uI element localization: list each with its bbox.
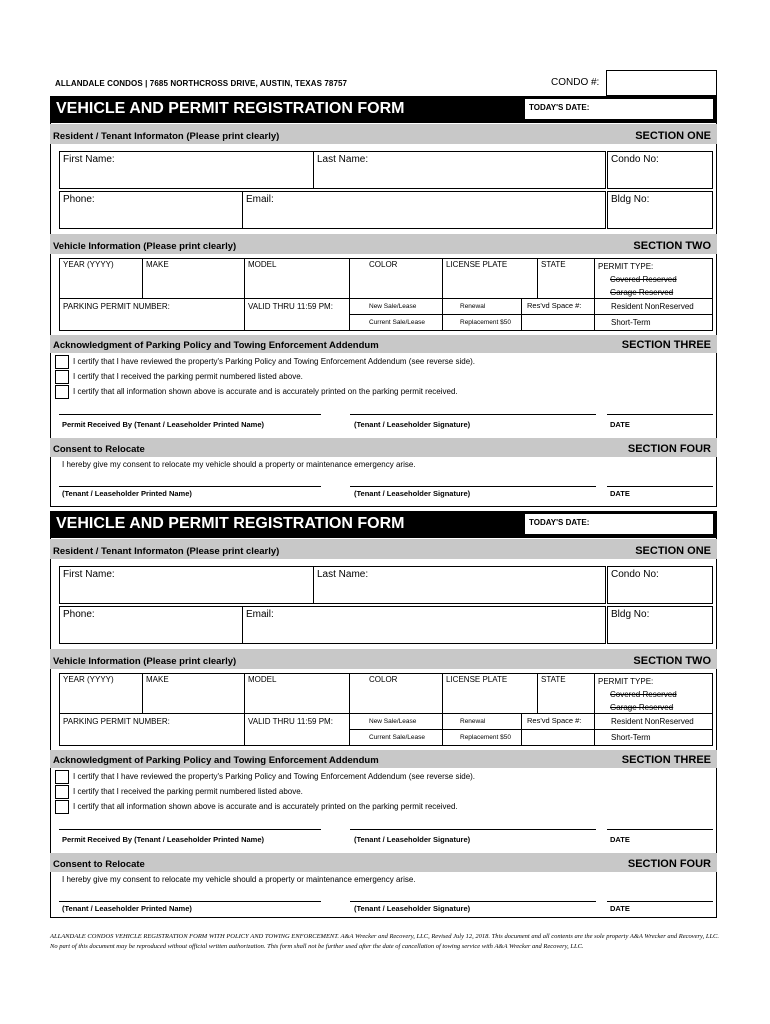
condo-no-field[interactable]: [607, 566, 713, 604]
parking-permit-label: PARKING PERMIT NUMBER:: [63, 302, 170, 311]
resvd-space-blank[interactable]: [521, 314, 595, 331]
form-title: VEHICLE AND PERMIT REGISTRATION FORM: [50, 511, 717, 538]
current-sale-label: Current Sale/Lease: [369, 734, 426, 741]
state-label: STATE: [541, 260, 566, 269]
section-three-label: SECTION THREE: [621, 339, 711, 351]
current-sale-label: Current Sale/Lease: [369, 319, 426, 326]
short-term-label: Short-Term: [611, 318, 651, 327]
section-two-bar: [50, 649, 717, 669]
new-sale-label: New Sale/Lease: [369, 303, 417, 310]
certify-info-text: I certify that all information shown above is accurate and is accurately printed on the parking permit received.: [73, 802, 458, 811]
section-two-label: SECTION TWO: [633, 240, 711, 252]
first-name-field[interactable]: [59, 566, 314, 604]
certify-info-checkbox[interactable]: [55, 800, 69, 814]
form-title: VEHICLE AND PERMIT REGISTRATION FORM: [50, 96, 717, 123]
garage-reserved-option[interactable]: Garage Reserved: [610, 288, 674, 297]
section-two-heading: Vehicle Information (Please print clearly): [53, 656, 237, 667]
model-label: MODEL: [248, 260, 277, 269]
condo-number-field[interactable]: [606, 70, 717, 96]
consent-signature-line[interactable]: [350, 486, 596, 487]
renewal-label: Renewal: [460, 718, 486, 725]
consent-signature-label: (Tenant / Leaseholder Signature): [354, 489, 471, 498]
garage-reserved-option[interactable]: Garage Reserved: [610, 703, 674, 712]
phone-label: Phone:: [63, 609, 95, 620]
renewal-label: Renewal: [460, 303, 486, 310]
printed-name-line[interactable]: [59, 901, 321, 902]
make-label: MAKE: [146, 260, 169, 269]
new-sale-label: New Sale/Lease: [369, 718, 417, 725]
date-label: DATE: [610, 420, 630, 429]
color-label: COLOR: [369, 260, 398, 269]
section-four-label: SECTION FOUR: [627, 858, 711, 870]
printed-name-line[interactable]: [59, 486, 321, 487]
permit-type-box: [594, 258, 713, 299]
section-two-label: SECTION TWO: [633, 655, 711, 667]
signature-line[interactable]: [350, 414, 596, 415]
first-name-label: First Name:: [63, 569, 115, 580]
vehicle-year-field[interactable]: [59, 258, 143, 299]
replacement-label: Replacement $50: [460, 734, 511, 741]
phone-label: Phone:: [63, 194, 95, 205]
last-name-label: Last Name:: [317, 154, 369, 165]
section-one-label: SECTION ONE: [635, 130, 711, 142]
renewal-option[interactable]: [442, 713, 522, 730]
permit-received-line[interactable]: [59, 414, 321, 415]
condo-number-label: CONDO #:: [551, 77, 600, 88]
vehicle-color-field[interactable]: [349, 258, 443, 299]
section-four-bar: [50, 438, 717, 457]
resident-nonreserved-label: Resident NonReserved: [611, 717, 694, 726]
certify-policy-checkbox[interactable]: [55, 770, 69, 784]
date-line[interactable]: [607, 414, 713, 415]
certify-info-checkbox[interactable]: [55, 385, 69, 399]
model-label: MODEL: [248, 675, 277, 684]
certify-permit-checkbox[interactable]: [55, 370, 69, 384]
email-label: Email:: [246, 609, 274, 620]
license-plate-field[interactable]: [442, 673, 538, 714]
printed-name-label: (Tenant / Leaseholder Printed Name): [62, 904, 192, 913]
section-four-bar: [50, 853, 717, 872]
new-sale-option[interactable]: [349, 713, 443, 730]
registration-form-2: [50, 511, 717, 918]
section-three-bar: [50, 335, 717, 353]
section-four-heading: Consent to Relocate: [53, 859, 145, 870]
email-label: Email:: [246, 194, 274, 205]
consent-text: I hereby give my consent to relocate my vehicle should a property or maintenance emergency arise.: [62, 875, 416, 884]
permit-received-line[interactable]: [59, 829, 321, 830]
footer-disclaimer: ALLANDALE CONDOS VEHICLE REGISTRATION FORM WITH POLICY AND TOWING ENFORCEMENT. A&A Wrecker and Recovery, LLC, Revised July 12, 2018. This document and all contents are the sole property A&A Wrecker and Recovery, LLC. No part of this document may be reproduced without official written authorization. This form shall not be further used after the date of cancellation of towing service with A&A Wrecker and Recovery, LLC.: [50, 933, 720, 950]
phone-field[interactable]: [59, 191, 243, 229]
signature-line[interactable]: [350, 829, 596, 830]
first-name-field[interactable]: [59, 151, 314, 189]
bldg-no-field[interactable]: [607, 606, 713, 644]
date-label: DATE: [610, 835, 630, 844]
license-plate-label: LICENSE PLATE: [446, 260, 508, 269]
short-term-option[interactable]: [594, 314, 713, 331]
todays-date-label: TODAY'S DATE:: [529, 518, 590, 527]
section-one-label: SECTION ONE: [635, 545, 711, 557]
certify-permit-text: I certify that I received the parking permit numbered listed above.: [73, 787, 303, 796]
state-field[interactable]: [537, 258, 595, 299]
state-field[interactable]: [537, 673, 595, 714]
license-plate-field[interactable]: [442, 258, 538, 299]
printed-name-label: (Tenant / Leaseholder Printed Name): [62, 489, 192, 498]
last-name-field[interactable]: [313, 151, 606, 189]
replacement-label: Replacement $50: [460, 319, 511, 326]
bldg-no-label: Bldg No:: [611, 194, 650, 205]
email-field[interactable]: [242, 191, 606, 229]
resident-nonreserved-option[interactable]: [594, 298, 713, 315]
certify-policy-text: I certify that I have reviewed the property's Parking Policy and Towing Enforcement Addendum (see reverse side).: [73, 772, 476, 781]
resvd-space-label: Res'vd Space #:: [527, 301, 582, 310]
covered-reserved-option[interactable]: Covered Reserved: [610, 275, 677, 284]
permit-received-label: Permit Received By (Tenant / Leaseholder Printed Name): [62, 420, 265, 429]
section-one-heading: Resident / Tenant Informaton (Please print clearly): [53, 131, 280, 142]
certify-info-text: I certify that all information shown above is accurate and is accurately printed on the parking permit received.: [73, 387, 458, 396]
consent-text: I hereby give my consent to relocate my vehicle should a property or maintenance emergency arise.: [62, 460, 416, 469]
bldg-no-label: Bldg No:: [611, 609, 650, 620]
section-two-heading: Vehicle Information (Please print clearly): [53, 241, 237, 252]
short-term-label: Short-Term: [611, 733, 651, 742]
todays-date-field[interactable]: [525, 514, 713, 534]
last-name-field[interactable]: [313, 566, 606, 604]
todays-date-label: TODAY'S DATE:: [529, 103, 590, 112]
consent-date-line[interactable]: [607, 901, 713, 902]
consent-signature-line[interactable]: [350, 901, 596, 902]
vehicle-model-field[interactable]: [244, 258, 350, 299]
parking-permit-number-field[interactable]: [59, 713, 245, 746]
first-name-label: First Name:: [63, 154, 115, 165]
vehicle-make-field[interactable]: [142, 673, 245, 714]
consent-date-label: DATE: [610, 489, 630, 498]
current-sale-option[interactable]: [349, 314, 443, 331]
permit-received-label: Permit Received By (Tenant / Leaseholder Printed Name): [62, 835, 265, 844]
signature-label: (Tenant / Leaseholder Signature): [354, 835, 471, 844]
replacement-option[interactable]: [442, 729, 522, 746]
valid-thru-field[interactable]: [244, 713, 350, 746]
valid-thru-label: VALID THRU 11:59 PM:: [248, 302, 333, 311]
parking-permit-number-field[interactable]: [59, 298, 245, 331]
section-four-heading: Consent to Relocate: [53, 444, 145, 455]
last-name-label: Last Name:: [317, 569, 369, 580]
valid-thru-label: VALID THRU 11:59 PM:: [248, 717, 333, 726]
section-one-bar: [50, 539, 717, 559]
resident-nonreserved-option[interactable]: [594, 713, 713, 730]
current-sale-option[interactable]: [349, 729, 443, 746]
parking-permit-label: PARKING PERMIT NUMBER:: [63, 717, 170, 726]
bldg-no-field[interactable]: [607, 191, 713, 229]
renewal-option[interactable]: [442, 298, 522, 315]
condo-no-label: Condo No:: [611, 569, 659, 580]
certify-policy-text: I certify that I have reviewed the property's Parking Policy and Towing Enforcement Addendum (see reverse side).: [73, 357, 476, 366]
new-sale-option[interactable]: [349, 298, 443, 315]
phone-field[interactable]: [59, 606, 243, 644]
property-address: ALLANDALE CONDOS | 7685 NORTHCROSS DRIVE, AUSTIN, TEXAS 78757: [55, 79, 348, 88]
resident-nonreserved-label: Resident NonReserved: [611, 302, 694, 311]
consent-date-line[interactable]: [607, 486, 713, 487]
make-label: MAKE: [146, 675, 169, 684]
registration-form-1: [50, 96, 717, 507]
permit-type-box: [594, 673, 713, 714]
resvd-space-field[interactable]: [521, 713, 595, 730]
certify-permit-text: I certify that I received the parking permit numbered listed above.: [73, 372, 303, 381]
section-one-bar: [50, 124, 717, 144]
resvd-space-blank[interactable]: [521, 729, 595, 746]
permit-type-label: PERMIT TYPE:: [598, 677, 654, 686]
section-three-label: SECTION THREE: [621, 754, 711, 766]
resvd-space-label: Res'vd Space #:: [527, 716, 582, 725]
email-field[interactable]: [242, 606, 606, 644]
covered-reserved-option[interactable]: Covered Reserved: [610, 690, 677, 699]
replacement-option[interactable]: [442, 314, 522, 331]
short-term-option[interactable]: [594, 729, 713, 746]
todays-date-field[interactable]: [525, 99, 713, 119]
section-three-heading: Acknowledgment of Parking Policy and Towing Enforcement Addendum: [53, 340, 379, 351]
section-four-label: SECTION FOUR: [627, 443, 711, 455]
vehicle-make-field[interactable]: [142, 258, 245, 299]
valid-thru-field[interactable]: [244, 298, 350, 331]
consent-date-label: DATE: [610, 904, 630, 913]
section-three-heading: Acknowledgment of Parking Policy and Towing Enforcement Addendum: [53, 755, 379, 766]
consent-signature-label: (Tenant / Leaseholder Signature): [354, 904, 471, 913]
vehicle-model-field[interactable]: [244, 673, 350, 714]
certify-policy-checkbox[interactable]: [55, 355, 69, 369]
signature-label: (Tenant / Leaseholder Signature): [354, 420, 471, 429]
vehicle-color-field[interactable]: [349, 673, 443, 714]
resvd-space-field[interactable]: [521, 298, 595, 315]
certify-permit-checkbox[interactable]: [55, 785, 69, 799]
permit-type-label: PERMIT TYPE:: [598, 262, 654, 271]
condo-no-label: Condo No:: [611, 154, 659, 165]
condo-no-field[interactable]: [607, 151, 713, 189]
section-one-heading: Resident / Tenant Informaton (Please print clearly): [53, 546, 280, 557]
license-plate-label: LICENSE PLATE: [446, 675, 508, 684]
section-two-bar: [50, 234, 717, 254]
section-three-bar: [50, 750, 717, 768]
vehicle-year-field[interactable]: [59, 673, 143, 714]
color-label: COLOR: [369, 675, 398, 684]
year-label: YEAR (YYYY): [63, 260, 114, 269]
year-label: YEAR (YYYY): [63, 675, 114, 684]
state-label: STATE: [541, 675, 566, 684]
date-line[interactable]: [607, 829, 713, 830]
